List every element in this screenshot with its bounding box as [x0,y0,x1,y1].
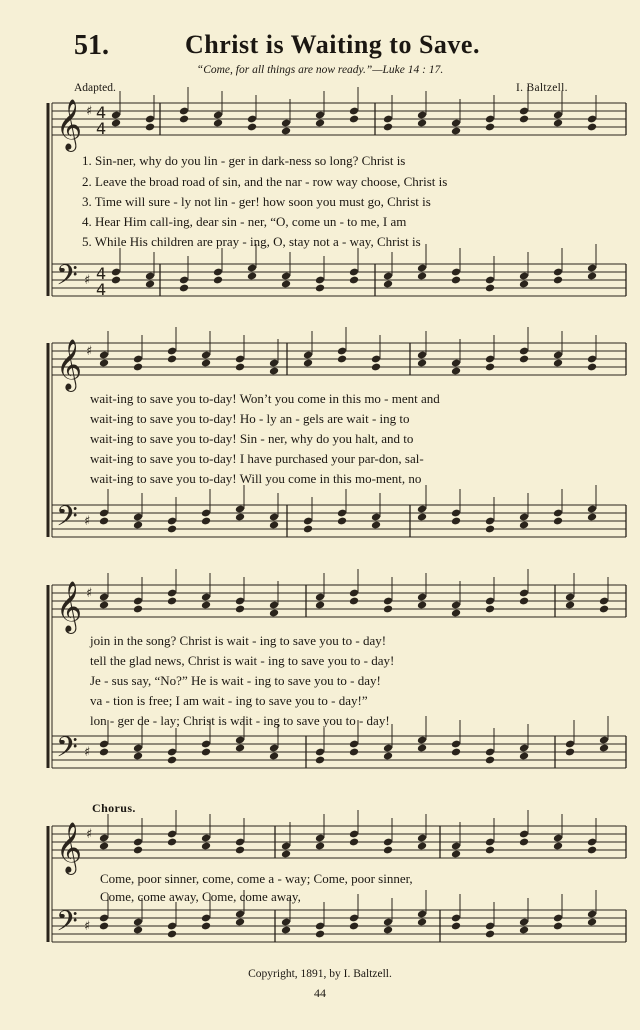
svg-text:♯: ♯ [86,827,93,842]
verse-1-line-3: join in the song? Christ is wait - ing to save you to - day! [90,633,387,648]
hymn-title: Christ is Waiting to Save. [185,30,480,59]
verse-2-line-3: tell the glad news, Christ is wait - ing to save you to - day! [90,653,395,668]
svg-text:♯: ♯ [86,586,93,601]
svg-text:♯: ♯ [86,344,93,359]
verse-1-line-2: wait-ing to save you to-day! Won’t you come in this mo - ment and [90,391,440,406]
svg-text:𝄢: 𝄢 [56,905,78,945]
svg-text:♯: ♯ [86,104,93,119]
verse-3-line-1: 3. Time will sure - ly not lin - ger! how soon you must go, Christ is [82,194,431,209]
svg-text:𝄞: 𝄞 [56,581,83,632]
composer-credit: I. Baltzell. [516,82,568,94]
svg-text:4: 4 [96,119,107,138]
svg-text:4: 4 [96,280,107,299]
copyright-notice: Copyright, 1891, by I. Baltzell. [248,968,392,980]
svg-text:♯: ♯ [84,919,91,934]
svg-text:4: 4 [96,264,107,283]
verse-3-line-2: wait-ing to save you to-day! Sin - ner, why do you halt, and to [90,431,414,446]
verse-2-line-2: wait-ing to save you to-day! Ho - ly an - gels are wait - ing to [90,411,410,426]
verse-2-line-1: 2. Leave the broad road of sin, and the nar - row way choose, Christ is [82,174,448,189]
svg-text:𝄢: 𝄢 [56,500,78,540]
arrangement-credit: Adapted. [74,82,116,94]
hymn-number: 51. [74,30,109,61]
verse-3-line-3: Je - sus say, “No?” He is wait - ing to save you to - day! [90,673,381,688]
svg-text:4: 4 [96,103,107,122]
svg-text:♯: ♯ [84,514,91,529]
verse-4-line-2: wait-ing to save you to-day! I have purchased your par-don, sal- [90,451,424,466]
svg-text:𝄢: 𝄢 [56,259,78,299]
svg-text:♯: ♯ [84,273,91,288]
svg-text:𝄞: 𝄞 [56,339,83,390]
svg-text:𝄢: 𝄢 [56,731,78,771]
verse-5-line-1: 5. While His children are pray - ing, O, stay not a - way, Christ is [82,234,421,249]
verse-4-line-1: 4. Hear Him call-ing, dear sin - ner, “O, come un - to me, I am [82,214,407,229]
verse-4-line-3: va - tion is free; I am wait - ing to save you to - day!” [90,693,368,708]
page-number: 44 [314,986,326,1000]
chorus-lyric-lower: Come, come away, Come, come away, [100,889,301,904]
svg-text:𝄞: 𝄞 [56,99,83,150]
chorus-label: Chorus. [92,801,136,815]
verse-1-line-1: 1. Sin-ner, why do you lin - ger in dark-ness so long? Christ is [82,153,406,168]
verse-5-line-3: lon - ger de - lay; Christ is wait - ing to save you to - day! [90,713,390,728]
svg-text:♯: ♯ [84,745,91,760]
verse-5-line-2: wait-ing to save you to-day! Will you come in this mo-ment, no [90,471,422,486]
chorus-lyric-upper: Come, poor sinner, come, come a - way; Come, poor sinner, [100,871,413,886]
svg-text:𝄞: 𝄞 [56,822,83,873]
scripture-epigraph: “Come, for all things are now ready.”—Luke 14 : 17. [196,64,444,76]
